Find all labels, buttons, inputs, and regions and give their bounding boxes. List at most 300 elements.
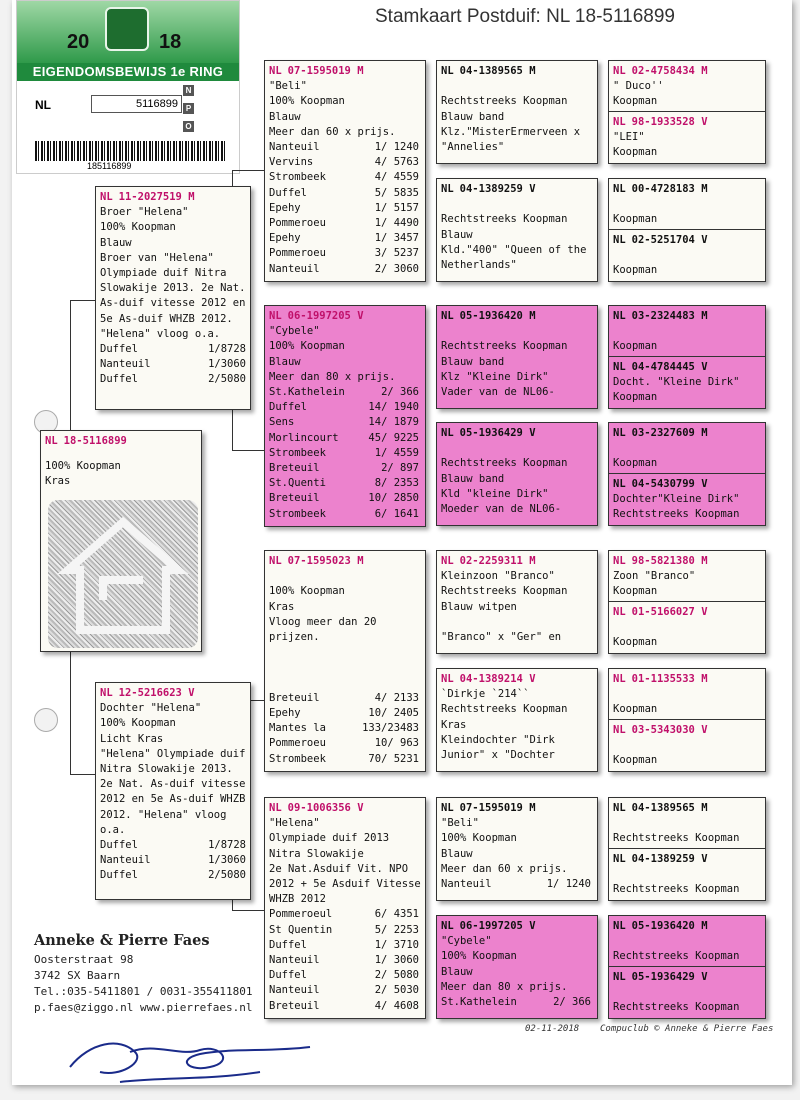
gggp-top — [609, 423, 765, 473]
card-body — [437, 916, 597, 1013]
prize-row: Nanteuil 1/3060 — [100, 358, 246, 371]
card-text: Docht. "Kleine Dirk" Koopman — [613, 376, 740, 404]
gggp-top — [609, 551, 765, 601]
prize-row — [269, 170, 421, 185]
card-text: Zoon "Branco" Koopman — [613, 570, 696, 598]
prize-row — [269, 415, 421, 430]
prize-row: Duffel 2/5080 — [100, 869, 246, 882]
gggp-bottom — [609, 601, 765, 654]
country-code: NL — [613, 65, 626, 77]
prize-result: 4/ 5763 — [374, 156, 419, 169]
grandparent-card — [264, 550, 426, 772]
prize-result: 1/ 4490 — [374, 216, 419, 229]
prize-result: 14/ 1940 — [368, 401, 419, 414]
card-text: "Beli" 100% Koopman Blauw Meer dan 60 x prijs. — [269, 80, 396, 138]
gggp-bottom — [609, 473, 765, 526]
ring-number: 04-5430799 V — [631, 478, 708, 490]
card-text: Rechtstreeks Koopman — [613, 883, 740, 896]
connector-line — [70, 774, 96, 775]
dutch-lion-shield-icon — [105, 7, 149, 51]
prize-result: 1/ 4559 — [374, 446, 419, 459]
dam-card — [95, 682, 251, 900]
owner-name: Anneke & Pierre Faes — [34, 932, 210, 949]
barcode — [35, 141, 225, 161]
prize-place: St.Kathelein — [441, 996, 517, 1009]
card-text: Koopman — [613, 754, 658, 767]
card-body — [437, 798, 597, 895]
gggp-card — [608, 915, 766, 1019]
ring-number: 04-1389259 V — [631, 853, 708, 865]
ring-header — [613, 477, 761, 492]
prize-result: 2/ 366 — [553, 996, 591, 1009]
ring-header — [269, 554, 421, 569]
card-body — [437, 669, 597, 766]
prize-row — [269, 923, 421, 938]
card-text: Koopman — [613, 636, 658, 649]
prize-place: Duffel — [269, 938, 307, 951]
ring-number: 03-5343030 V — [631, 724, 708, 736]
prize-result: 10/ 2850 — [368, 492, 419, 505]
card-text: Koopman — [613, 703, 658, 716]
card-body — [437, 61, 597, 158]
ring-number: 04-1389565 M — [459, 65, 536, 77]
gggp-top — [609, 179, 765, 229]
ring-number: 07-1595019 M — [287, 65, 364, 77]
prize-place: Strombeek — [269, 752, 326, 765]
card-body — [265, 798, 425, 1017]
prize-place: Duffel — [269, 969, 307, 982]
great-grandparent-card — [436, 915, 598, 1019]
ring-number: 02-5251704 V — [631, 234, 708, 246]
prize-result: 1/ 5157 — [374, 201, 419, 214]
prize-row — [269, 721, 421, 736]
owner-street: Oosterstraat 98 — [34, 953, 134, 966]
card-text: Rechtstreeks Koopman Blauw band Kld "kleine Dirk" Moeder van de NL06- — [441, 457, 568, 516]
card-text: "LEI" Koopman — [613, 131, 658, 159]
country-code: NL — [269, 802, 282, 814]
card-body — [265, 306, 425, 525]
prize-row — [269, 231, 421, 246]
gggp-card — [608, 305, 766, 409]
country-code: NL — [100, 687, 113, 699]
card-body — [437, 179, 597, 276]
gggp-card — [608, 550, 766, 654]
country-code: NL — [441, 920, 454, 932]
ring-header — [441, 919, 593, 934]
prize-place: St.Kathelein — [269, 386, 345, 399]
signature — [60, 1022, 320, 1092]
ring-header — [613, 64, 761, 79]
ring-header — [441, 672, 593, 687]
prize-place: Nanteuil — [269, 141, 320, 154]
prize-row — [269, 461, 421, 476]
gggp-bottom — [609, 966, 765, 1019]
country-code: NL — [613, 920, 626, 932]
prize-row — [269, 431, 421, 446]
prize-place: Sens — [269, 416, 295, 429]
prize-result: 1/ 3457 — [374, 232, 419, 245]
ring-header — [613, 309, 761, 324]
prize-row — [269, 953, 421, 968]
ring-number: 03-2324483 M — [631, 310, 708, 322]
prize-place: Duffel — [269, 186, 307, 199]
subject-line: Kras — [45, 475, 71, 488]
ring-number: 01-1135533 M — [631, 673, 708, 685]
prize-row — [269, 155, 421, 170]
prize-row — [269, 216, 421, 231]
ring-number: 12-5216623 V — [118, 687, 195, 699]
prize-place: Nanteuil — [269, 262, 320, 275]
card-text: Rechtstreeks Koopman — [613, 832, 740, 845]
ring-header — [441, 182, 593, 197]
prize-result: 1/ 3060 — [374, 953, 419, 966]
prize-result: 6/ 1641 — [374, 507, 419, 520]
ring-header — [613, 672, 761, 687]
prize-result: 2/ 3060 — [374, 262, 419, 275]
gggp-bottom — [609, 719, 765, 772]
country-code: NL — [441, 555, 454, 567]
country-code: NL — [613, 361, 626, 373]
country-code: NL — [613, 183, 626, 195]
prize-row — [269, 983, 421, 998]
card-text: "Cybele" 100% Koopman Blauw Meer dan 80 x prijs. — [441, 935, 568, 993]
prize-place: Mantes la — [269, 722, 326, 735]
connector-line — [232, 910, 264, 911]
prize-row — [269, 400, 421, 415]
country-code: NL — [613, 116, 626, 128]
great-grandparent-card — [436, 668, 598, 772]
prize-place: Strombeek — [269, 446, 326, 459]
prize-row — [441, 995, 593, 1010]
ring-header — [441, 426, 593, 441]
card-text: 100% Koopman Kras Vloog meer dan 20 prijzen. — [269, 585, 377, 644]
prize-result: 2/ 366 — [381, 386, 419, 399]
prize-place: Duffel — [269, 401, 307, 414]
prize-place: Strombeek — [269, 171, 326, 184]
card-body — [437, 551, 597, 648]
ring-header — [269, 309, 421, 324]
country-code: NL — [613, 673, 626, 685]
ring-header — [613, 233, 761, 248]
prize-result: 2/ 897 — [381, 461, 419, 474]
footer-credit: Compuclub © Anneke & Pierre Faes — [600, 1024, 774, 1034]
ring-number: 02-4758434 M — [631, 65, 708, 77]
ring-header — [613, 852, 761, 867]
ring-number: 01-5166027 V — [631, 606, 708, 618]
country-code: NL — [269, 310, 282, 322]
ring-header — [269, 64, 421, 79]
page-title: Stamkaart Postduif: NL 18-5116899 — [375, 6, 675, 27]
prize-row — [269, 491, 421, 506]
great-grandparent-card — [436, 422, 598, 526]
grandparent-card — [264, 60, 426, 282]
grandparent-card — [264, 797, 426, 1019]
country-code: NL — [269, 65, 282, 77]
country-code: NL — [613, 478, 626, 490]
ring-header — [613, 801, 761, 816]
subject-line: 100% Koopman — [45, 460, 121, 473]
prize-row — [269, 907, 421, 922]
gggp-top — [609, 916, 765, 966]
prize-result: 10/ 2405 — [368, 707, 419, 720]
ring-number: 98-1933528 V — [631, 116, 708, 128]
country-code: NL — [45, 435, 58, 447]
ring-header — [613, 554, 761, 569]
ring-number: 04-1389259 V — [459, 183, 536, 195]
prize-result: 8/ 2353 — [374, 477, 419, 490]
prize-place: Pommeroeu — [269, 737, 326, 750]
grandparent-card — [264, 305, 426, 527]
prize-row: Duffel 2/5080 — [100, 373, 246, 386]
card-body — [437, 423, 597, 520]
sticker-box-p: P — [183, 103, 194, 114]
country-code: NL — [613, 606, 626, 618]
ring-number: 11-2027519 M — [118, 191, 195, 203]
prize-result: 2/ 5030 — [374, 984, 419, 997]
gggp-top — [609, 61, 765, 111]
prize-result: 3/ 5237 — [374, 247, 419, 260]
prize-result: 10/ 963 — [374, 737, 419, 750]
prize-row — [269, 385, 421, 400]
ring-header — [613, 605, 761, 620]
prize-place: Pommeroeu — [269, 216, 326, 229]
house-logo-icon — [48, 500, 198, 648]
prize-result: 2/ 5080 — [374, 969, 419, 982]
prize-row — [269, 752, 421, 767]
country-code: NL — [613, 971, 626, 983]
sticker-country: NL — [35, 98, 51, 112]
prize-place: Epehy — [269, 707, 301, 720]
prize-result: 5/ 5835 — [374, 186, 419, 199]
country-code: NL — [613, 555, 626, 567]
owner-city: 3742 SX Baarn — [34, 969, 121, 982]
prize-row — [269, 140, 421, 155]
ring-number: 04-1389214 V — [459, 673, 536, 685]
ring-header — [441, 64, 593, 79]
ring-number: 05-1936429 V — [631, 971, 708, 983]
country-code: NL — [613, 310, 626, 322]
gggp-card — [608, 422, 766, 526]
prize-row — [269, 507, 421, 522]
ring-number: 09-1006356 V — [287, 802, 364, 814]
ring-header — [441, 309, 593, 324]
ownership-sticker — [16, 0, 240, 174]
connector-line — [232, 170, 264, 171]
prize-row — [269, 968, 421, 983]
prize-place: St.Quenti — [269, 477, 326, 490]
great-grandparent-card — [436, 178, 598, 282]
prize-result: 4/ 4559 — [374, 171, 419, 184]
card-body — [265, 551, 425, 770]
ring-number: 02-2259311 M — [459, 555, 536, 567]
prize-row — [269, 691, 421, 706]
great-grandparent-card — [436, 550, 598, 654]
connector-line — [70, 300, 96, 301]
connector-line — [70, 652, 71, 774]
prize-result: 1/ 3710 — [374, 938, 419, 951]
card-text: "Helena" Olympiade duif 2013 Nitra Slowakije 2e Nat.Asduif Vit. NPO 2012 + 5e Asduif Vitesse WHZB 2012 — [269, 817, 421, 906]
ring-header — [269, 801, 421, 816]
ring-number: 07-1595023 M — [287, 555, 364, 567]
ring-header — [613, 426, 761, 441]
subject-ring — [45, 434, 197, 449]
ring-header — [613, 115, 761, 130]
sticker-box-o: O — [183, 121, 194, 132]
gggp-bottom — [609, 229, 765, 282]
ring-number: 04-1389565 M — [631, 802, 708, 814]
country-code: NL — [269, 555, 282, 567]
prize-row — [441, 877, 593, 892]
dam-ring — [100, 686, 246, 701]
prize-result: 5/ 2253 — [374, 923, 419, 936]
ring-number: 06-1997205 V — [459, 920, 536, 932]
prize-row — [269, 736, 421, 751]
country-code: NL — [100, 191, 113, 203]
ring-number: 04-4784445 V — [631, 361, 708, 373]
prize-place: Vervins — [269, 156, 314, 169]
connector-line — [232, 450, 264, 451]
sire-card — [95, 186, 251, 410]
card-body — [265, 61, 425, 280]
owner-block — [34, 930, 253, 1016]
connector-line — [70, 300, 71, 432]
card-text: Koopman — [613, 264, 658, 277]
card-text: Koopman — [613, 340, 658, 353]
owner-tel: Tel.:035-5411801 / 0031-355411801 — [34, 985, 253, 998]
prize-place: Nanteuil — [269, 953, 320, 966]
sire-ring — [100, 190, 246, 205]
prize-row: Duffel 1/8728 — [100, 839, 246, 852]
sticker-year-left: 20 — [67, 31, 90, 53]
country-code: NL — [441, 673, 454, 685]
country-code: NL — [441, 65, 454, 77]
print-date: 02-11-2018 — [525, 1024, 580, 1034]
ring-number: 05-1936420 M — [631, 920, 708, 932]
ring-number: 98-5821380 M — [631, 555, 708, 567]
prize-place: Nanteuil — [269, 984, 320, 997]
great-grandparent-card — [436, 797, 598, 901]
gggp-top — [609, 669, 765, 719]
ring-header — [613, 723, 761, 738]
sticker-banner: EIGENDOMSBEWIJS 1e RING — [17, 63, 239, 81]
prize-result: 4/ 4608 — [374, 999, 419, 1012]
ring-header — [441, 801, 593, 816]
prize-place: St Quentin — [269, 923, 333, 936]
country-code: NL — [613, 853, 626, 865]
prize-row — [269, 446, 421, 461]
gggp-top — [609, 306, 765, 356]
ring-header — [441, 554, 593, 569]
prize-place: Breteuil — [269, 461, 320, 474]
dam-text: Dochter "Helena" 100% Koopman Licht Kras "Helena" Olympiade duif Nitra Slowakije 2013. 2e Nat. As-duif vitesse 2012 en 5e As-duif WHZB 2012. "Helena" vloog o.a. — [100, 702, 246, 836]
prize-place: Pommeroeul — [269, 908, 333, 921]
barcode-number: 185116899 — [87, 161, 132, 171]
prize-place: Breteuil — [269, 691, 320, 704]
gggp-card — [608, 668, 766, 772]
country-code: NL — [441, 310, 454, 322]
ring-number: 05-1936420 M — [459, 310, 536, 322]
prize-row — [269, 999, 421, 1014]
ring-number: 06-1997205 V — [287, 310, 364, 322]
gggp-top — [609, 798, 765, 848]
card-text: "Beli" 100% Koopman Blauw Meer dan 60 x prijs. — [441, 817, 568, 875]
prize-row — [269, 246, 421, 261]
gggp-card — [608, 178, 766, 282]
great-grandparent-card — [436, 305, 598, 409]
prize-result: 14/ 1879 — [368, 416, 419, 429]
gggp-card — [608, 60, 766, 164]
house-logo-svg — [48, 500, 198, 648]
country-code: NL — [613, 724, 626, 736]
card-text: Rechtstreeks Koopman — [613, 950, 740, 963]
card-text: Koopman — [613, 213, 658, 226]
card-text: Koopman — [613, 457, 658, 470]
card-text: Kleinzoon "Branco" Rechtstreeks Koopman Blauw witpen "Branco" x "Ger" en — [441, 570, 568, 644]
binder-hole — [34, 708, 58, 732]
country-code: NL — [613, 427, 626, 439]
ring-number: 03-2327609 M — [631, 427, 708, 439]
prize-row — [269, 201, 421, 216]
prize-place: Epehy — [269, 201, 301, 214]
card-text: " Duco'' Koopman — [613, 80, 664, 108]
owner-web: p.faes@ziggo.nl www.pierrefaes.nl — [34, 1001, 253, 1014]
prize-result: 1/ 1240 — [546, 878, 591, 891]
gggp-bottom — [609, 111, 765, 164]
prize-place: Strombeek — [269, 507, 326, 520]
prize-row — [269, 938, 421, 953]
ring-number: 00-4728183 M — [631, 183, 708, 195]
prize-result: 45/ 9225 — [368, 431, 419, 444]
ring-number: 05-1936429 V — [459, 427, 536, 439]
great-grandparent-card — [436, 60, 598, 164]
prize-place: Pommeroeu — [269, 247, 326, 260]
gggp-bottom — [609, 356, 765, 409]
ring-header — [613, 182, 761, 197]
ring-header — [613, 919, 761, 934]
prize-row — [269, 186, 421, 201]
prize-row — [269, 476, 421, 491]
prize-row: Nanteuil 1/3060 — [100, 854, 246, 867]
card-text: Rechtstreeks Koopman — [613, 1001, 740, 1014]
prize-row: Duffel 1/8728 — [100, 343, 246, 356]
ring-header — [613, 970, 761, 985]
card-text: Rechtstreeks Koopman Blauw band Klz."MisterErmerveen x "Annelies" — [441, 95, 581, 154]
country-code: NL — [613, 234, 626, 246]
prize-result: 6/ 4351 — [374, 908, 419, 921]
prize-place: Morlincourt — [269, 431, 339, 444]
ring-number: 18-5116899 — [63, 435, 127, 447]
country-code: NL — [613, 802, 626, 814]
prize-result: 70/ 5231 — [368, 752, 419, 765]
prize-result: 133/23483 — [362, 722, 419, 735]
prize-row — [269, 706, 421, 721]
card-body — [437, 306, 597, 403]
prize-place: Breteuil — [269, 999, 320, 1012]
sticker-box-n: N — [183, 85, 194, 96]
card-text: Dochter"Kleine Dirk" Rechtstreeks Koopman — [613, 493, 740, 521]
card-text: `Dirkje `214`` Rechtstreeks Koopman Kras Kleindochter "Dirk Junior" x "Dochter — [441, 688, 568, 762]
card-text: "Cybele" 100% Koopman Blauw Meer dan 80 x prijs. — [269, 325, 396, 383]
prize-result: 1/ 1240 — [374, 141, 419, 154]
sire-text: Broer "Helena" 100% Koopman Blauw Broer van "Helena" Olympiade duif Nitra Slowakije 2013. 2e Nat. As-duif vitesse 2012 en 5e As-duif WHZB 2012. "Helena" vloog o.a. — [100, 206, 246, 340]
gggp-bottom — [609, 848, 765, 901]
gggp-card — [608, 797, 766, 901]
prize-result: 4/ 2133 — [374, 691, 419, 704]
ring-number: 07-1595019 M — [459, 802, 536, 814]
country-code: NL — [441, 183, 454, 195]
prize-place: Breteuil — [269, 492, 320, 505]
sticker-year-right: 18 — [159, 31, 182, 53]
